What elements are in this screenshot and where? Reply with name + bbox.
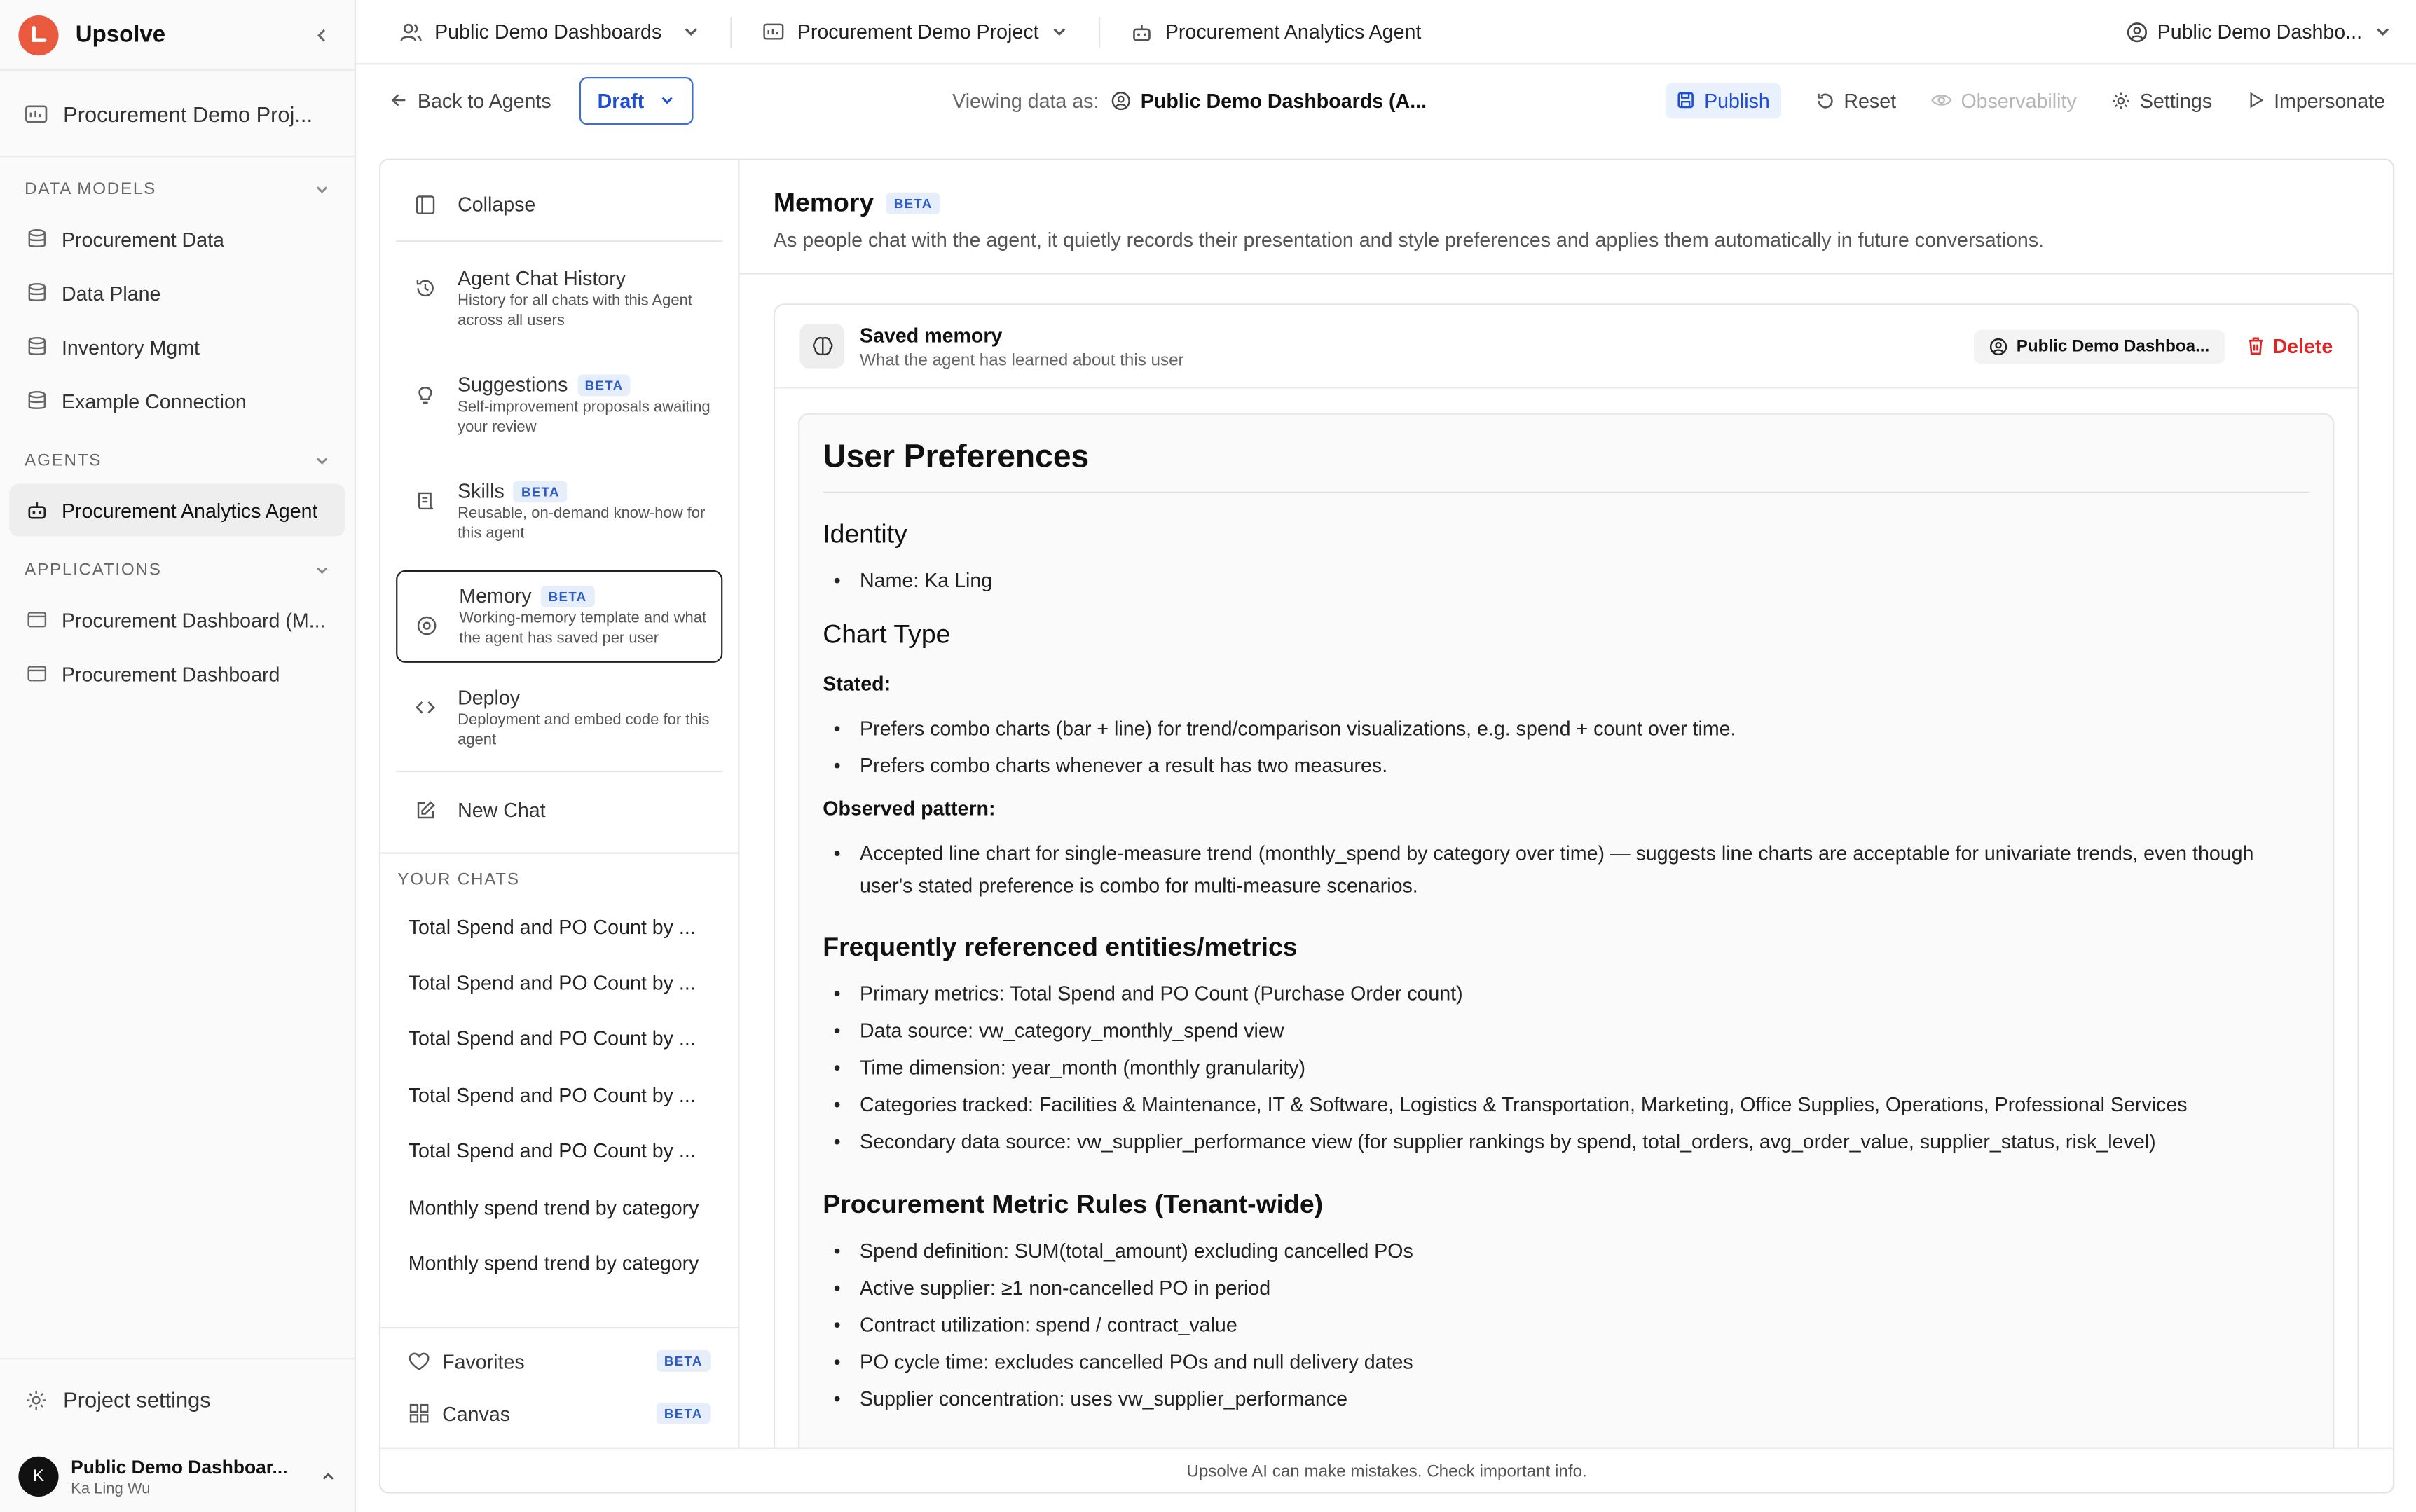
workspace-name: Public Demo Dashboards bbox=[434, 20, 662, 43]
nav-title: Suggestions bbox=[458, 373, 568, 397]
section-label: DATA MODELS bbox=[25, 180, 157, 199]
beta-badge: BETA bbox=[577, 373, 631, 395]
edit-icon bbox=[415, 799, 439, 821]
sidebar-item-inventory-mgmt[interactable] bbox=[9, 321, 345, 373]
chevron-down-icon bbox=[315, 182, 330, 198]
list-item: • Data source: vw_category_monthly_spend view bbox=[823, 1016, 2309, 1047]
divider bbox=[1099, 16, 1100, 47]
nav-title: Agent Chat History bbox=[458, 266, 626, 290]
viewing-value: Public Demo Dashboards (A... bbox=[1140, 88, 1427, 112]
play-icon bbox=[2246, 91, 2265, 109]
observability-button[interactable] bbox=[1930, 88, 2076, 111]
chat-item[interactable]: Total Spend and PO Count by ... bbox=[408, 971, 696, 995]
sidebar-item-label: Procurement Dashboard (M... bbox=[61, 607, 326, 631]
sidebar-item-procurement-analytics-agent[interactable] bbox=[9, 484, 345, 537]
sidebar-item-label: Inventory Mgmt bbox=[61, 335, 200, 359]
user-menu[interactable] bbox=[0, 1440, 355, 1512]
sidebar-item-example-connection[interactable] bbox=[9, 375, 345, 427]
chevron-down-icon bbox=[315, 453, 330, 469]
observed-label: Observed pattern: bbox=[823, 797, 996, 820]
save-icon bbox=[1676, 91, 1694, 109]
saved-memory-header bbox=[775, 305, 2357, 389]
impersonate-button[interactable] bbox=[2246, 88, 2385, 111]
doc-heading-entities: Frequently referenced entities/metrics bbox=[823, 932, 1298, 962]
user-sub: Ka Ling Wu bbox=[71, 1480, 151, 1498]
nav-title: Deploy bbox=[458, 685, 521, 709]
avatar: K bbox=[18, 1457, 58, 1497]
nav-desc: Deployment and embed code for this agent bbox=[458, 712, 710, 749]
user-circle-icon bbox=[1989, 337, 2007, 355]
memory-header bbox=[740, 160, 2394, 275]
sidebar-item-label: Procurement Dashboard bbox=[61, 661, 280, 685]
brand-name: Upsolve bbox=[75, 21, 166, 48]
your-chats-heading: YOUR CHATS bbox=[397, 870, 520, 890]
gear-icon bbox=[25, 1388, 48, 1411]
nav-desc: Reusable, on-demand know-how for this agent bbox=[458, 505, 706, 542]
history-icon bbox=[415, 277, 439, 299]
section-agents[interactable] bbox=[0, 444, 355, 478]
chat-item[interactable]: Total Spend and PO Count by ... bbox=[408, 914, 696, 938]
project-name: Procurement Demo Proj... bbox=[63, 101, 313, 126]
draft-label: Draft bbox=[597, 88, 645, 112]
list-item: • Name: Ka Ling bbox=[823, 565, 2309, 597]
collapse-label: Collapse bbox=[458, 192, 536, 216]
saved-memory-title: Saved memory bbox=[860, 322, 1003, 346]
code-icon bbox=[415, 696, 439, 718]
doc-heading-identity: Identity bbox=[823, 519, 907, 549]
sidebar-item-label: Data Plane bbox=[61, 281, 161, 305]
beta-badge: BETA bbox=[886, 193, 940, 214]
favorites-label: Favorites bbox=[442, 1349, 525, 1373]
nav-desc: History for all chats with this Agent across all users bbox=[458, 292, 692, 329]
project-icon bbox=[25, 102, 48, 124]
brain-icon bbox=[416, 615, 441, 637]
nav-memory[interactable] bbox=[396, 570, 722, 663]
database-icon bbox=[26, 228, 48, 250]
project-selector[interactable] bbox=[0, 71, 355, 157]
chat-item[interactable]: Total Spend and PO Count by ... bbox=[408, 1139, 696, 1163]
app-window-icon bbox=[26, 663, 48, 685]
list-item: • Supplier concentration: uses vw_supplier_performance bbox=[823, 1383, 2309, 1415]
chevron-down-icon bbox=[2375, 23, 2391, 40]
delete-memory-button[interactable] bbox=[2246, 334, 2333, 357]
brand-header bbox=[0, 0, 355, 71]
chevron-down-icon bbox=[659, 92, 675, 108]
list-item: • Categories tracked: Facilities & Maintenance, IT & Software, Logistics & Transportation, Marketing, Office Supplies, Operations, Professional Services bbox=[823, 1090, 2309, 1121]
page-subtitle: As people chat with the agent, it quietly records their presentation and style preferences and applies them automatically in future conversations. bbox=[773, 228, 2045, 252]
list-item: • Prefers combo charts whenever a result has two measures. bbox=[823, 750, 2309, 781]
trash-icon bbox=[2246, 336, 2265, 357]
eye-icon bbox=[1930, 91, 1951, 109]
saved-memory-subtitle: What the agent has learned about this user bbox=[860, 350, 1184, 369]
settings-button[interactable] bbox=[2110, 88, 2212, 111]
canvas-label: Canvas bbox=[442, 1401, 511, 1425]
stated-list bbox=[823, 713, 2309, 781]
back-to-agents-link[interactable] bbox=[390, 88, 551, 111]
list-item: • Spend definition: SUM(total_amount) excluding cancelled POs bbox=[823, 1235, 2309, 1267]
doc-heading-rules: Procurement Metric Rules (Tenant-wide) bbox=[823, 1189, 1324, 1218]
beta-badge: BETA bbox=[657, 1350, 711, 1372]
agent-panel bbox=[379, 159, 2394, 1494]
publish-label: Publish bbox=[1704, 88, 1770, 112]
identity-list bbox=[823, 565, 2309, 597]
doc-title: User Preferences bbox=[823, 439, 2309, 493]
gear-icon bbox=[2110, 90, 2131, 111]
project-icon bbox=[763, 22, 785, 42]
favorites-link[interactable] bbox=[380, 1335, 738, 1387]
sidebar-item-procurement-dashboard[interactable] bbox=[9, 647, 345, 700]
user-name: Public Demo Dashboar... bbox=[71, 1455, 288, 1478]
delete-label: Delete bbox=[2272, 334, 2333, 358]
doc-heading-chart-type: Chart Type bbox=[823, 619, 951, 649]
back-label: Back to Agents bbox=[417, 88, 551, 112]
impersonate-label: Impersonate bbox=[2274, 88, 2386, 112]
viewing-data-as[interactable] bbox=[952, 88, 1427, 111]
settings-label: Settings bbox=[2139, 88, 2213, 112]
heart-icon bbox=[409, 1351, 430, 1371]
bot-icon bbox=[26, 500, 48, 521]
project-settings-link[interactable] bbox=[0, 1359, 355, 1439]
database-icon bbox=[26, 282, 48, 304]
app-window-icon bbox=[26, 609, 48, 631]
section-label: APPLICATIONS bbox=[25, 561, 162, 580]
list-item: • Secondary data source: vw_supplier_performance view (for supplier rankings by spend, total_orders, avg_order_value, supplier_status, risk_level) bbox=[823, 1127, 2309, 1158]
reset-button[interactable] bbox=[1815, 88, 1896, 111]
new-chat-button[interactable] bbox=[380, 798, 738, 821]
list-item: • Contract utilization: spend / contract_value bbox=[823, 1310, 2309, 1341]
memory-page bbox=[740, 160, 2394, 1448]
divider bbox=[731, 16, 732, 47]
observed-list bbox=[823, 839, 2309, 902]
chevron-down-icon bbox=[315, 563, 330, 578]
entities-list bbox=[823, 979, 2309, 1158]
list-item: • Time dimension: year_month (monthly granularity) bbox=[823, 1052, 2309, 1084]
sidebar-footer bbox=[0, 1358, 355, 1512]
agent-toolbar bbox=[356, 64, 2416, 135]
list-item: • PO cycle time: excludes cancelled POs and null delivery dates bbox=[823, 1347, 2309, 1378]
nav-title: Skills bbox=[458, 479, 505, 503]
nav-skills[interactable] bbox=[380, 479, 738, 544]
memory-user-name: Public Demo Dashboa... bbox=[2016, 336, 2210, 356]
section-label: AGENTS bbox=[25, 451, 102, 470]
project-dropdown[interactable] bbox=[763, 20, 1068, 43]
project-settings-label: Project settings bbox=[63, 1387, 211, 1413]
nav-agent-chat-history[interactable] bbox=[380, 267, 738, 331]
ai-disclaimer: Upsolve AI can make mistakes. Check important info. bbox=[380, 1448, 2393, 1494]
account-name: Public Demo Dashbo... bbox=[2157, 20, 2363, 43]
top-bar bbox=[356, 0, 2416, 64]
chat-item[interactable]: Monthly spend trend by category bbox=[408, 1195, 699, 1219]
nav-title: Memory bbox=[459, 584, 532, 607]
observability-label: Observability bbox=[1961, 88, 2077, 112]
canvas-link[interactable] bbox=[380, 1387, 738, 1440]
arrow-left-icon bbox=[390, 91, 408, 109]
list-item: • Active supplier: ≥1 non-cancelled PO in period bbox=[823, 1272, 2309, 1304]
database-icon bbox=[26, 336, 48, 358]
lightbulb-icon bbox=[415, 384, 439, 406]
beta-badge: BETA bbox=[541, 585, 595, 607]
brain-icon bbox=[799, 324, 844, 369]
workspace-selector[interactable] bbox=[399, 20, 701, 43]
chevron-up-icon bbox=[320, 1469, 336, 1484]
list-item: • Primary metrics: Total Spend and PO Count (Purchase Order count) bbox=[823, 979, 2309, 1010]
list-item: • Prefers combo charts (bar + line) for trend/comparison visualizations, e.g. spend + count over time. bbox=[823, 713, 2309, 744]
memory-document bbox=[798, 413, 2334, 1448]
sidebar-item-label: Example Connection bbox=[61, 389, 247, 413]
section-applications[interactable] bbox=[0, 554, 355, 587]
nav-suggestions[interactable] bbox=[380, 373, 738, 437]
memory-user-selector[interactable] bbox=[1973, 329, 2225, 363]
draft-version-dropdown[interactable] bbox=[579, 76, 693, 124]
project-dropdown-label: Procurement Demo Project bbox=[797, 20, 1039, 43]
rotate-ccw-icon bbox=[1815, 90, 1835, 111]
panel-left-icon bbox=[415, 193, 439, 215]
chat-item[interactable]: Monthly spend trend by category bbox=[408, 1251, 699, 1275]
agent-nav bbox=[380, 160, 739, 1448]
chevron-down-icon bbox=[683, 23, 700, 40]
current-agent bbox=[1131, 20, 1421, 43]
nav-desc: Working-memory template and what the agent has saved per user bbox=[459, 610, 707, 647]
current-agent-name: Procurement Analytics Agent bbox=[1165, 20, 1422, 43]
sidebar-item-label: Procurement Analytics Agent bbox=[61, 498, 318, 522]
section-data-models[interactable] bbox=[0, 172, 355, 206]
stated-label: Stated: bbox=[823, 671, 891, 695]
rules-list bbox=[823, 1235, 2309, 1415]
user-circle-icon bbox=[2127, 21, 2148, 43]
saved-memory-card bbox=[774, 303, 2359, 1447]
viewing-label: Viewing data as: bbox=[952, 88, 1099, 112]
bot-icon bbox=[1131, 21, 1153, 43]
scroll-icon bbox=[415, 490, 439, 512]
new-chat-label: New Chat bbox=[458, 798, 546, 822]
publish-button[interactable] bbox=[1666, 83, 1780, 118]
upsolve-logo-icon bbox=[18, 15, 58, 55]
sidebar bbox=[0, 0, 356, 1512]
chevron-down-icon bbox=[1051, 23, 1068, 40]
nav-desc: Self-improvement proposals awaiting your review bbox=[458, 399, 711, 436]
chat-item[interactable]: Total Spend and PO Count by ... bbox=[408, 1083, 696, 1107]
layout-grid-icon bbox=[409, 1403, 430, 1424]
user-circle-icon bbox=[1111, 90, 1132, 111]
beta-badge: BETA bbox=[514, 480, 568, 502]
nav-deploy[interactable] bbox=[380, 686, 738, 750]
page-title: Memory bbox=[773, 188, 874, 218]
sidebar-item-procurement-data[interactable] bbox=[9, 213, 345, 266]
sidebar-item-label: Procurement Data bbox=[61, 227, 224, 251]
chat-item[interactable]: Total Spend and PO Count by ... bbox=[408, 1027, 696, 1051]
collapse-button[interactable] bbox=[380, 193, 738, 216]
toolbar-actions bbox=[1666, 83, 2385, 118]
sidebar-item-procurement-dashboard-m[interactable] bbox=[9, 593, 345, 646]
sidebar-collapse-icon[interactable] bbox=[315, 27, 330, 42]
sidebar-item-data-plane[interactable] bbox=[9, 267, 345, 319]
list-item: • Accepted line chart for single-measure trend (monthly_spend by category over time) — suggests line charts are acceptable for univariate trends, even though user's stated preference is combo for multi-measure scenarios. bbox=[823, 839, 2309, 902]
beta-badge: BETA bbox=[657, 1403, 711, 1424]
account-menu[interactable] bbox=[2127, 20, 2391, 43]
reset-label: Reset bbox=[1844, 88, 1897, 112]
users-icon bbox=[399, 21, 423, 43]
database-icon bbox=[26, 390, 48, 412]
left-nav-footer bbox=[380, 1327, 738, 1440]
